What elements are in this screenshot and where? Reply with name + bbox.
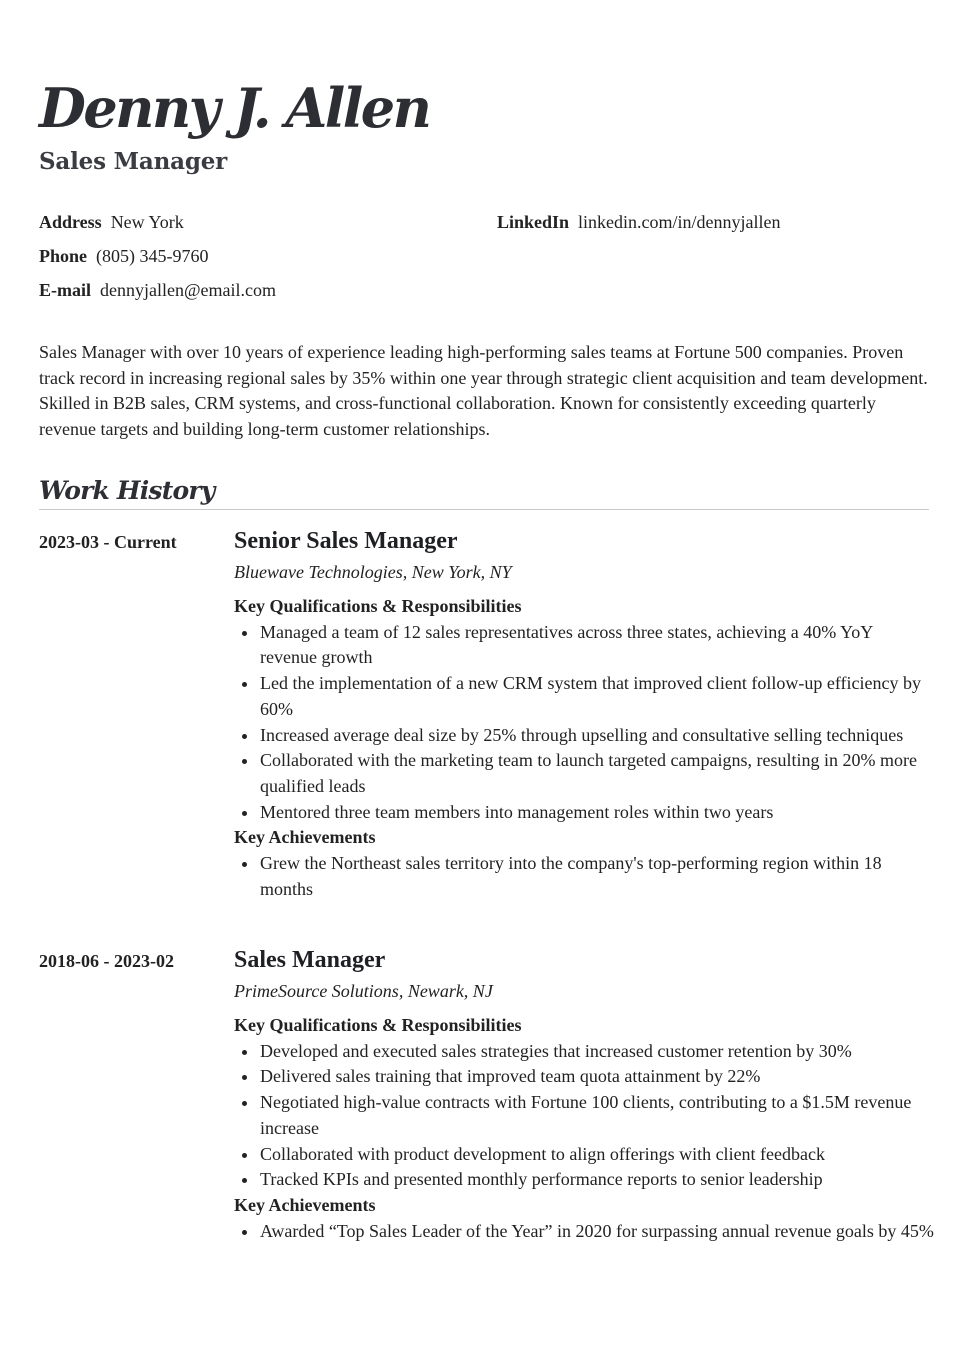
candidate-title: Sales Manager: [39, 148, 228, 175]
list-item: Managed a team of 12 sales representatives across three states, achieving a 40% YoY revenue growth: [234, 620, 934, 671]
qualifications-heading: Key Qualifications & Responsibilities: [234, 596, 522, 616]
list-item: Collaborated with product development to align offerings with client feedback: [234, 1142, 934, 1168]
candidate-name: Denny J. Allen: [39, 76, 430, 140]
work-history-heading: Work History: [39, 476, 215, 505]
achievements-heading: Key Achievements: [234, 827, 376, 848]
email-value[interactable]: dennyjallen@email.com: [100, 280, 277, 300]
address-value: New York: [110, 212, 184, 232]
email-label: E-mail: [39, 280, 91, 300]
achievements-list: [234, 851, 934, 902]
qualifications-list: [234, 620, 934, 826]
job-dates: 2018-06 - 2023-02: [39, 951, 174, 971]
list-item: Increased average deal size by 25% through upselling and consultative selling techniques: [234, 723, 934, 749]
list-item: Developed and executed sales strategies that increased customer retention by 30%: [234, 1039, 934, 1065]
job-dates: 2023-03 - Current: [39, 532, 177, 552]
job-role: Sales Manager: [234, 947, 386, 973]
list-item: Grew the Northeast sales territory into the company's top-performing region within 18 months: [234, 851, 934, 902]
list-item: Tracked KPIs and presented monthly performance reports to senior leadership: [234, 1167, 934, 1193]
list-item: Collaborated with the marketing team to launch targeted campaigns, resulting in 20% more qualified leads: [234, 748, 934, 799]
contact-linkedin: [497, 210, 781, 235]
address-label: Address: [39, 212, 102, 232]
phone-label: Phone: [39, 246, 88, 266]
contact-address: [39, 210, 184, 235]
contact-phone: [39, 244, 209, 269]
list-item: Mentored three team members into management roles within two years: [234, 800, 934, 826]
phone-value: (805) 345-9760: [96, 246, 209, 266]
list-item: Delivered sales training that improved team quota attainment by 22%: [234, 1064, 934, 1090]
linkedin-label: LinkedIn: [497, 212, 570, 232]
qualifications-list: [234, 1039, 934, 1193]
job-company: PrimeSource Solutions, Newark, NJ: [234, 981, 493, 1001]
job-details: [234, 524, 934, 902]
job-company: Bluewave Technologies, New York, NY: [234, 562, 512, 582]
section-divider: [39, 509, 929, 510]
job-details: [234, 943, 934, 1244]
list-item: Led the implementation of a new CRM system that improved client follow-up efficiency by 60%: [234, 671, 934, 722]
contact-email: [39, 278, 276, 303]
achievements-list: [234, 1219, 934, 1245]
achievements-heading: Key Achievements: [234, 1194, 376, 1215]
list-item: Awarded “Top Sales Leader of the Year” in 2020 for surpassing annual revenue goals by 45%: [234, 1219, 934, 1245]
professional-summary: Sales Manager with over 10 years of experience leading high-performing sales teams at Fortune 500 companies. Proven track record in increasing regional sales by 35% within one year through strategic client acquisition and team development. Skilled in B2B sales, CRM systems, and cross-functional collaboration. Known for consistently exceeding quarterly revenue targets and building long-term customer relationships.: [39, 342, 928, 439]
job-role: Senior Sales Manager: [234, 528, 458, 554]
qualifications-heading: Key Qualifications & Responsibilities: [234, 1015, 522, 1035]
list-item: Negotiated high-value contracts with Fortune 100 clients, contributing to a $1.5M revenue increase: [234, 1090, 934, 1141]
linkedin-value[interactable]: linkedin.com/in/dennyjallen: [578, 212, 781, 232]
